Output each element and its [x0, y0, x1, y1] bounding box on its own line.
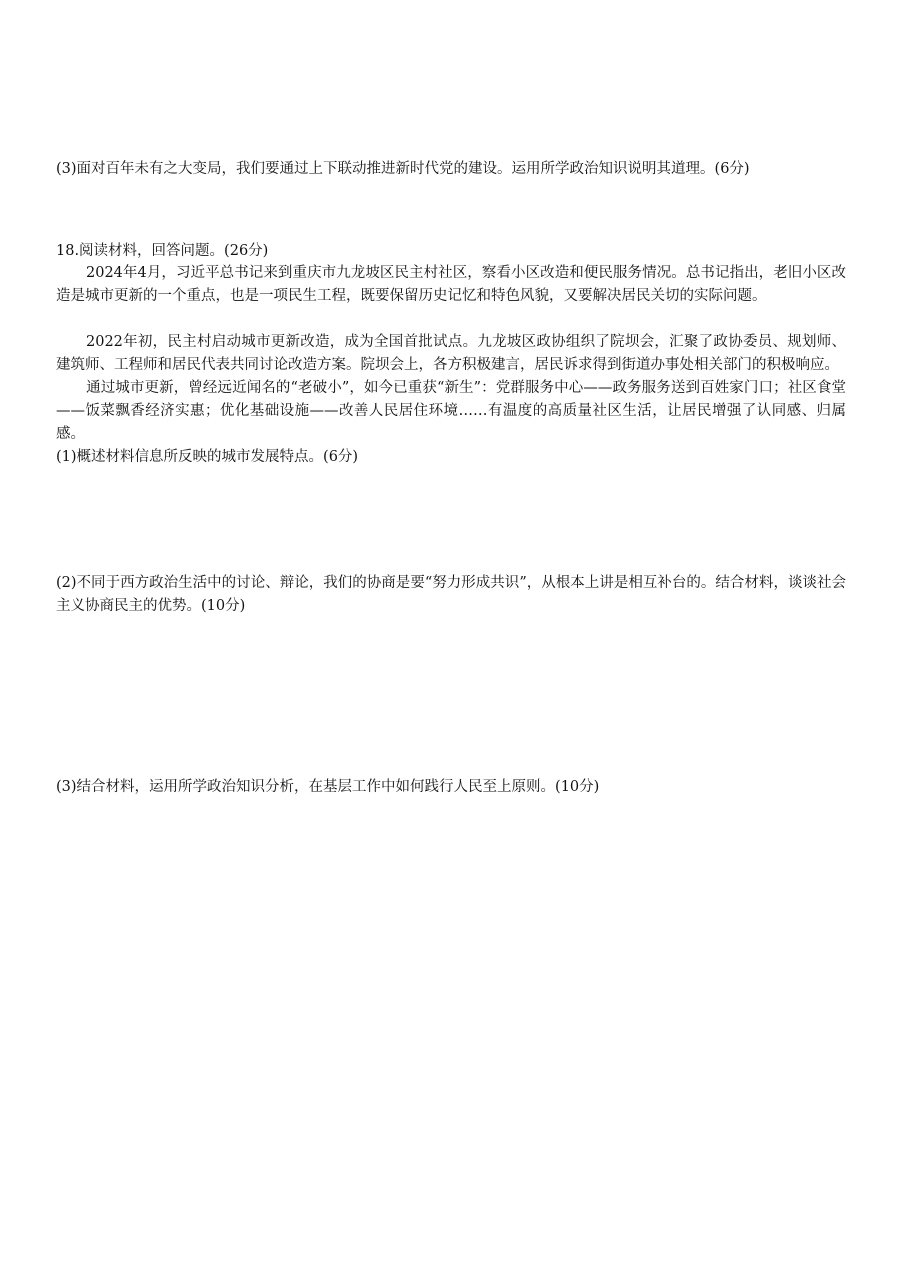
material-paragraph-3: [56, 377, 846, 446]
question-18-heading: 18.阅读材料，回答问题。(26分): [56, 243, 269, 259]
material-paragraph-1-text: 2024年4月，习近平总书记来到重庆市九龙坡区民主村社区，察看小区改造和便民服务情况。总书记指出，老旧小区改造是城市更新的一个重点，也是一项民生工程，既要保留历史记忆和特色风貌，又要解决居民关切的实际问题。: [56, 265, 846, 304]
question-18-part-3: (3)结合材料，运用所学政治知识分析，在基层工作中如何践行人民至上原则。(10分): [56, 779, 600, 795]
material-paragraph-2: [56, 331, 846, 377]
material-paragraph-3-text: 通过城市更新，曾经远近闻名的“老破小”，如今已重获“新生”：党群服务中心——政务服务送到百姓家门口；社区食堂——饭菜飘香经济实惠；优化基础设施——改善人民居住环境……有温度的高质量社区生活，让居民增强了认同感、归属感。: [56, 380, 846, 442]
material-paragraph-1: [56, 262, 846, 308]
question-18-part-1: (1)概述材料信息所反映的城市发展特点。(6分): [56, 449, 359, 465]
question-18-part-2: (2)不同于西方政治生活中的讨论、辩论，我们的协商是要“努力形成共识”，从根本上讲是相互补台的。结合材料，谈谈社会主义协商民主的优势。(10分): [56, 575, 846, 614]
question-17-part-3: (3)面对百年未有之大变局，我们要通过上下联动推进新时代党的建设。运用所学政治知识说明其道理。(6分): [56, 161, 750, 177]
material-paragraph-2-text: 2022年初，民主村启动城市更新改造，成为全国首批试点。九龙坡区政协组织了院坝会，汇聚了政协委员、规划师、建筑师、工程师和居民代表共同讨论改造方案。院坝会上，各方积极建言，居民诉求得到街道办事处相关部门的积极响应。: [56, 334, 846, 373]
